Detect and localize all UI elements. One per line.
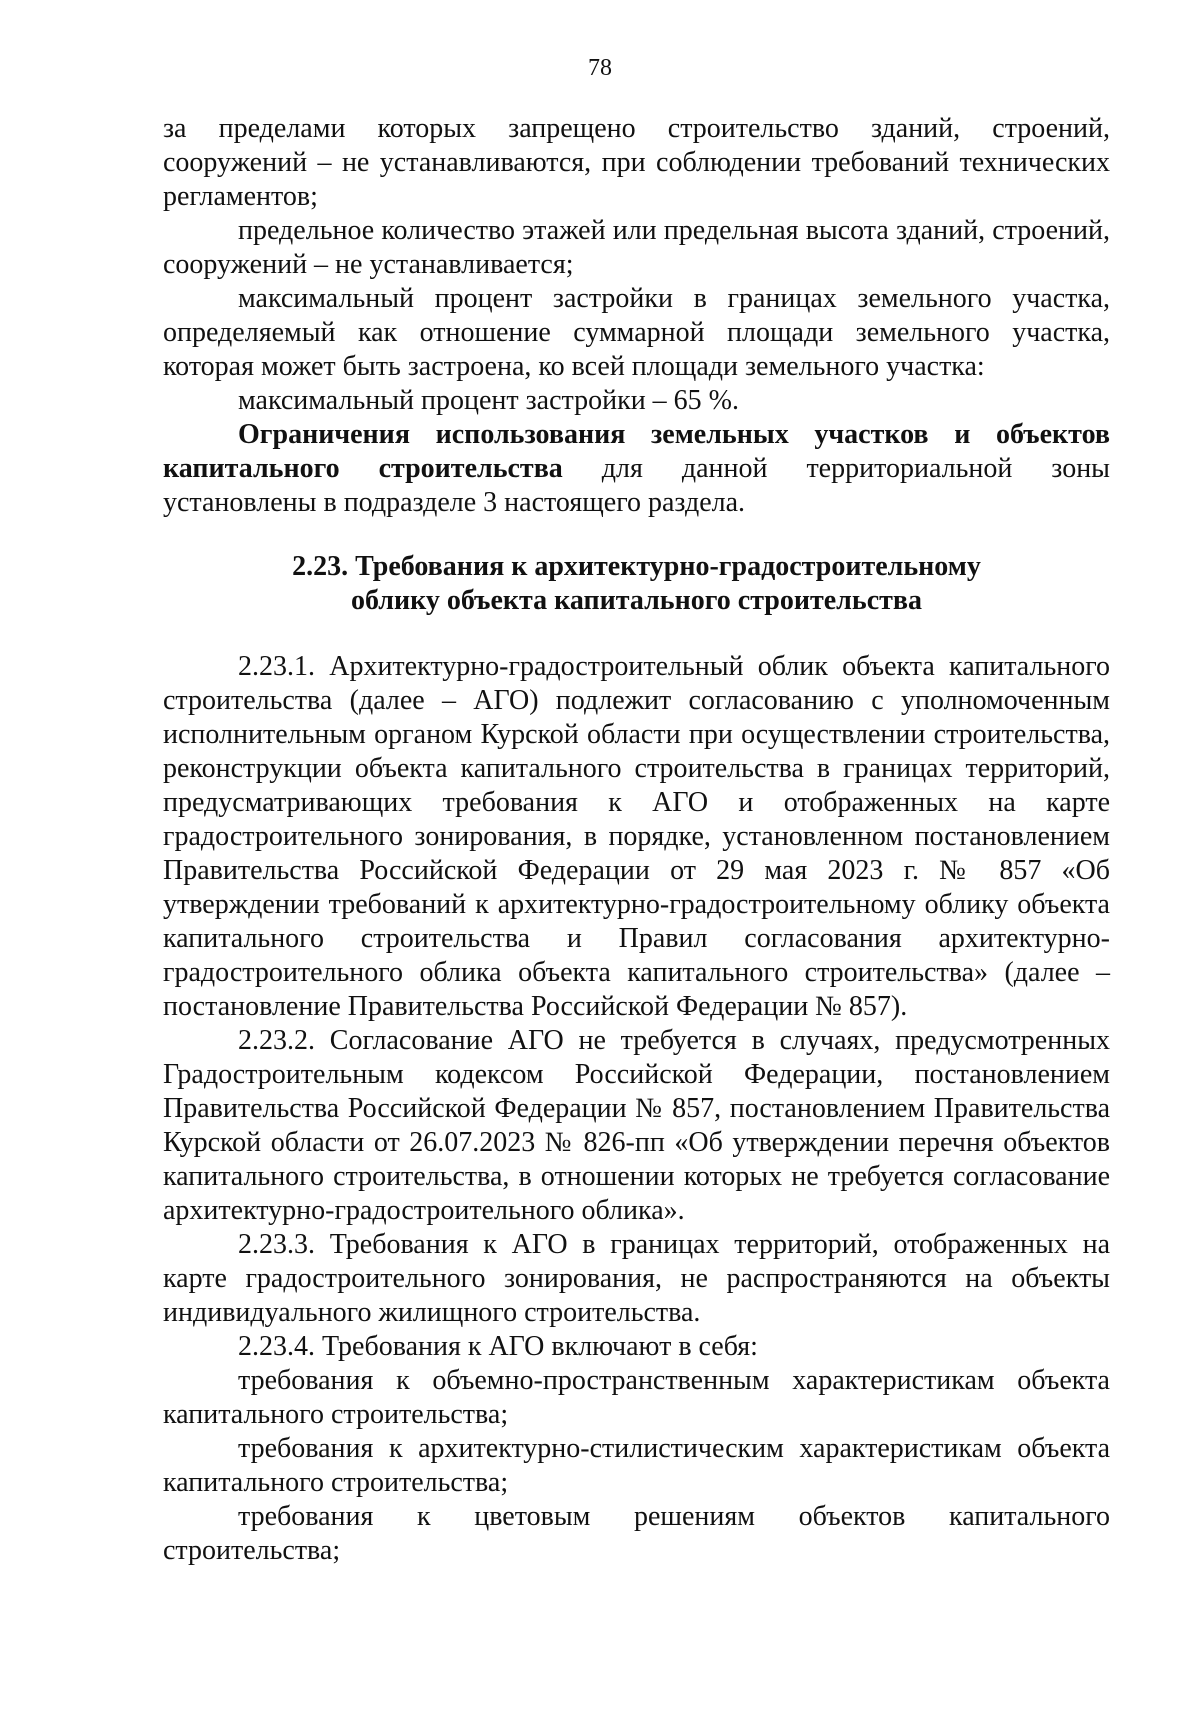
list-item: требования к архитектурно-стилистическим характеристикам объекта капитального строительства;	[163, 1433, 1110, 1498]
list-item: требования к объемно-пространственным характеристикам объекта капитального строительства;	[163, 1365, 1110, 1430]
intro-text-block	[163, 112, 1110, 520]
paragraph: 2.23.1. Архитектурно-градостроительный облик объекта капитального строительства (далее – АГО) подлежит согласованию с уполномоченным исполнительным органом Курской области при осуществлении строительства, реконструкции объекта капитального строительства в границах территорий, предусматривающих требования к АГО и отображенных на карте градостроительного зонирования, в порядке, установленном постановлением Правительства Российской Федерации от 29 мая 2023 г. № 857 «Об утверждении требований к архитектурно-градостроительному облику объекта капитального строительства и Правил согласования архитектурно-градостроительного облика объекта капитального строительства» (далее – постановление Правительства Российской Федерации № 857).	[163, 651, 1110, 1022]
paragraph: 2.23.3. Требования к АГО в границах территорий, отображенных на карте градостроительного зонирования, не распространяются на объекты индивидуального жилищного строительства.	[163, 1229, 1110, 1328]
section-heading-line-1: 2.23. Требования к архитектурно-градостроительному	[292, 551, 981, 582]
list-item: требования к цветовым решениям объектов капитального строительства;	[163, 1501, 1110, 1566]
paragraph: максимальный процент застройки – 65 %.	[238, 385, 740, 416]
paragraph: за пределами которых запрещено строительство зданий, строений, сооружений – не устанавливаются, при соблюдении требований технических регламентов;	[163, 113, 1110, 212]
paragraph: 2.23.4. Требования к АГО включают в себя:	[238, 1331, 758, 1362]
restrictions-paragraph	[163, 418, 1110, 520]
paragraph: предельное количество этажей или предельная высота зданий, строений, сооружений – не устанавливается;	[163, 215, 1110, 280]
section-heading	[163, 550, 1110, 618]
restrictions-bold-text: Ограничения использования земельных участков и объектов капитального строительства	[163, 419, 1110, 484]
section-text-block	[163, 650, 1110, 1568]
paragraph: 2.23.2. Согласование АГО не требуется в случаях, предусмотренных Градостроительным кодексом Российской Федерации, постановлением Правительства Российской Федерации № 857, постановлением Правительства Курской области от 26.07.2023 № 826-пп «Об утверждении перечня объектов капитального строительства, в отношении которых не требуется согласование архитектурно-градостроительного облика».	[163, 1025, 1110, 1226]
restrictions-rest-text: для данной территориальной зоны установлены в подразделе 3 настоящего раздела.	[163, 453, 1110, 518]
page-number: 78	[588, 55, 612, 81]
paragraph: максимальный процент застройки в границах земельного участка, определяемый как отношение суммарной площади земельного участка, которая может быть застроена, ко всей площади земельного участка:	[163, 283, 1110, 382]
section-heading-line-2: облику объекта капитального строительства	[350, 585, 922, 616]
